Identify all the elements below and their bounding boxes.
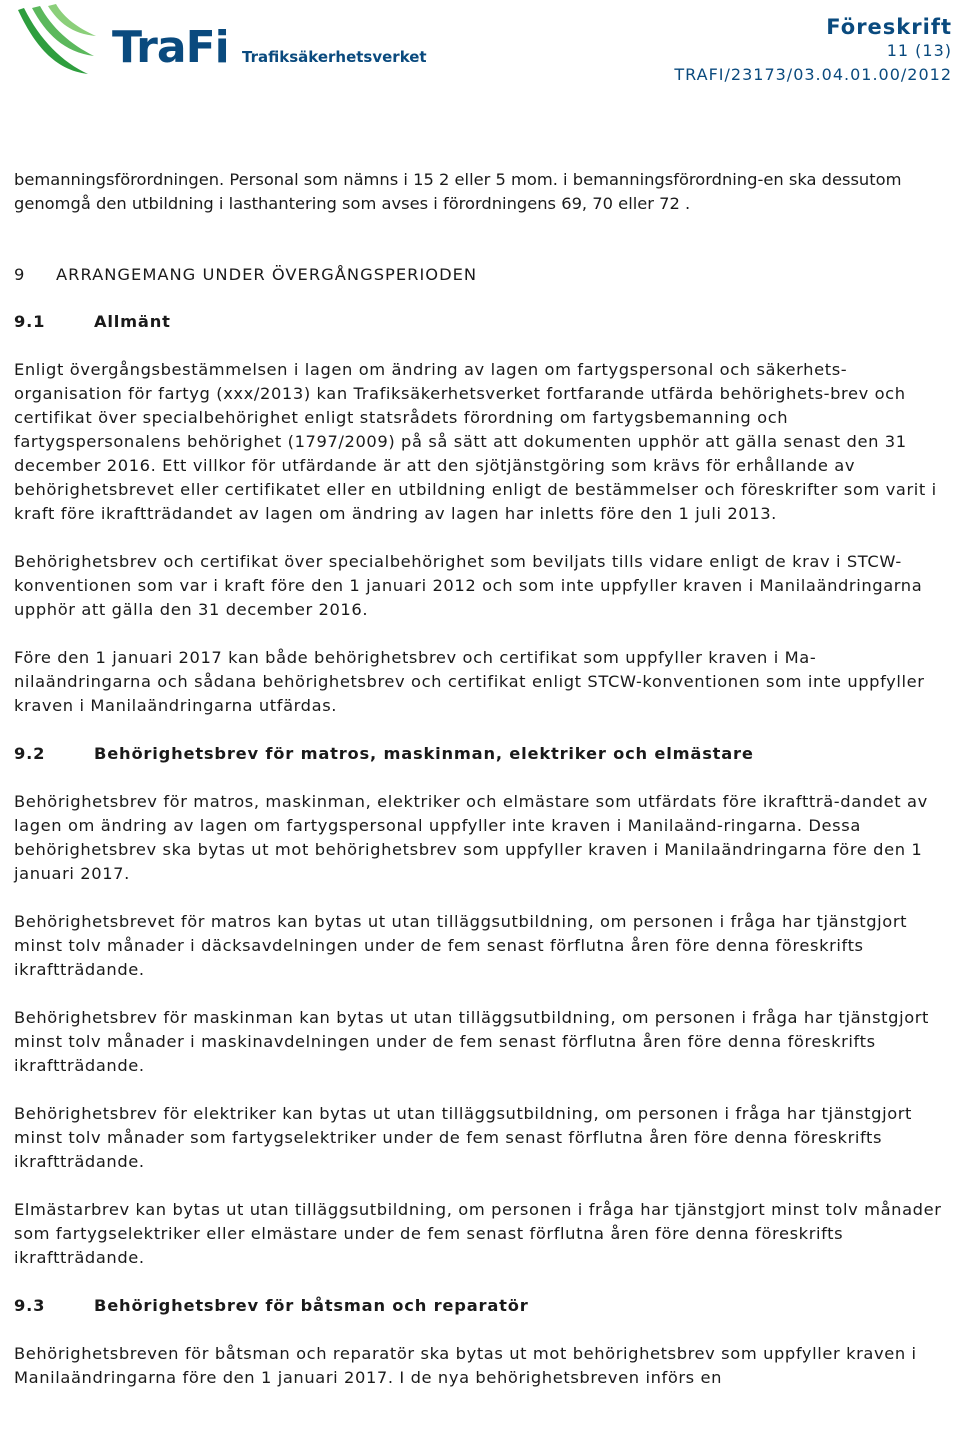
subsection-number: 9.2 (14, 744, 46, 763)
section-number: 9 (14, 265, 26, 284)
paragraph: Enligt övergångsbestämmelsen i lagen om ändring av lagen om fartygspersonal och säkerhets-organisation för fartyg (xxx/2013) kan Trafiksäkerhetsverket fortfarande utfärda behörighets-brev och certifikat över specialbehörighet enligt statsrådets förordning om fartygsbemanning och fartygspersonalens behörighet (1797/2009) på så sätt att dokumenten upphör att gälla senast den 31 december 2016. Ett villkor för utfärdande är att den sjötjänstgöring som krävs för erhållande av behörighetsbrevet eller certifikatet eller en utbildning enligt de bestämmelser och föreskrifter som varit i kraft före ikraftträdandet av lagen om ändring av lagen har inletts före den 1 juli 2013. (14, 360, 937, 523)
paragraph: Behörighetsbrev för maskinman kan bytas ut utan tilläggsutbildning, om personen i fråga har tjänstgjort minst tolv månader i maskinavdelningen under de fem senast förflutna åren före denna föreskrifts ikraftträdande. (14, 1008, 930, 1075)
document-reference: TRAFI/23173/03.04.01.00/2012 (674, 65, 952, 84)
subsection-heading (14, 1294, 944, 1318)
subsection-title: Behörighetsbrev för matros, maskinman, elektriker och elmästare (94, 744, 754, 763)
logo-wordmark: TraFi (112, 22, 229, 73)
document-type: Föreskrift (826, 15, 952, 39)
subsection-heading (14, 742, 944, 766)
paragraph: bemanningsförordningen. Personal som nämns i 15 2 eller 5 mom. i bemanningsförordning-en ska dessutom genomgå den utbildning i lasthantering som avses i förordningens 69, 70 eller 72 . (14, 170, 902, 213)
paragraph: Behörighetsbreven för båtsman och reparatör ska bytas ut mot behörighetsbrev som uppfyller kraven i Manilaändringarna före den 1 januari 2017. I de nya behörighetsbreven införs en (14, 1344, 917, 1387)
document-header-info (674, 14, 952, 86)
paragraph: Elmästarbrev kan bytas ut utan tilläggsutbildning, om personen i fråga har tjänstgjort minst tolv månader som fartygselektriker eller elmästare under de fem senast förflutna åren före denna föreskrifts ikraftträdande. (14, 1200, 942, 1267)
paragraph: Behörighetsbrev för matros, maskinman, elektriker och elmästare som utfärdats före ikraftträ-dandet av lagen om ändring av lagen om fartygspersonal uppfyller inte kraven i Manilaänd-ringarna. Dessa behörighetsbrev ska bytas ut mot behörighetsbrev som uppfyller kraven i Manilaändringarna före den 1 januari 2017. (14, 792, 928, 883)
subsection-title: Allmänt (94, 312, 171, 331)
paragraph: Före den 1 januari 2017 kan både behörighetsbrev och certifikat som uppfyller kraven i Ma-nilaändringarna och sådana behörighetsbrev och certifikat enligt STCW-konventionen som inte uppfyller kraven i Manilaändringarna utfärdas. (14, 648, 925, 715)
trafi-logo (14, 4, 427, 84)
paragraph: Behörighetsbrev och certifikat över specialbehörighet som beviljats tills vidare enligt de krav i STCW-konventionen som var i kraft före den 1 januari 2012 och som inte uppfyller kraven i Manilaändringarna upphör att gälla den 31 december 2016. (14, 552, 923, 619)
subsection-title: Behörighetsbrev för båtsman och reparatör (94, 1296, 529, 1315)
section-title: ARRANGEMANG UNDER ÖVERGÅNGSPERIODEN (56, 265, 478, 284)
trafi-logo-mark-icon (14, 4, 110, 84)
page-number: 11 (13) (886, 41, 952, 60)
subsection-heading (14, 310, 944, 334)
section-heading (14, 263, 944, 287)
document-body (14, 168, 944, 1390)
paragraph: Behörighetsbrev för elektriker kan bytas ut utan tilläggsutbildning, om personen i fråga har tjänstgjort minst tolv månader som fartygselektriker under de fem senast förflutna åren före denna föreskrifts ikraftträdande. (14, 1104, 913, 1171)
paragraph: Behörighetsbrevet för matros kan bytas ut utan tilläggsutbildning, om personen i fråga har tjänstgjort minst tolv månader i däcksavdelningen under de fem senast förflutna åren före denna föreskrifts ikraftträdande. (14, 912, 908, 979)
subsection-number: 9.3 (14, 1296, 46, 1315)
logo-subtitle: Trafiksäkerhetsverket (242, 48, 427, 66)
subsection-number: 9.1 (14, 312, 46, 331)
